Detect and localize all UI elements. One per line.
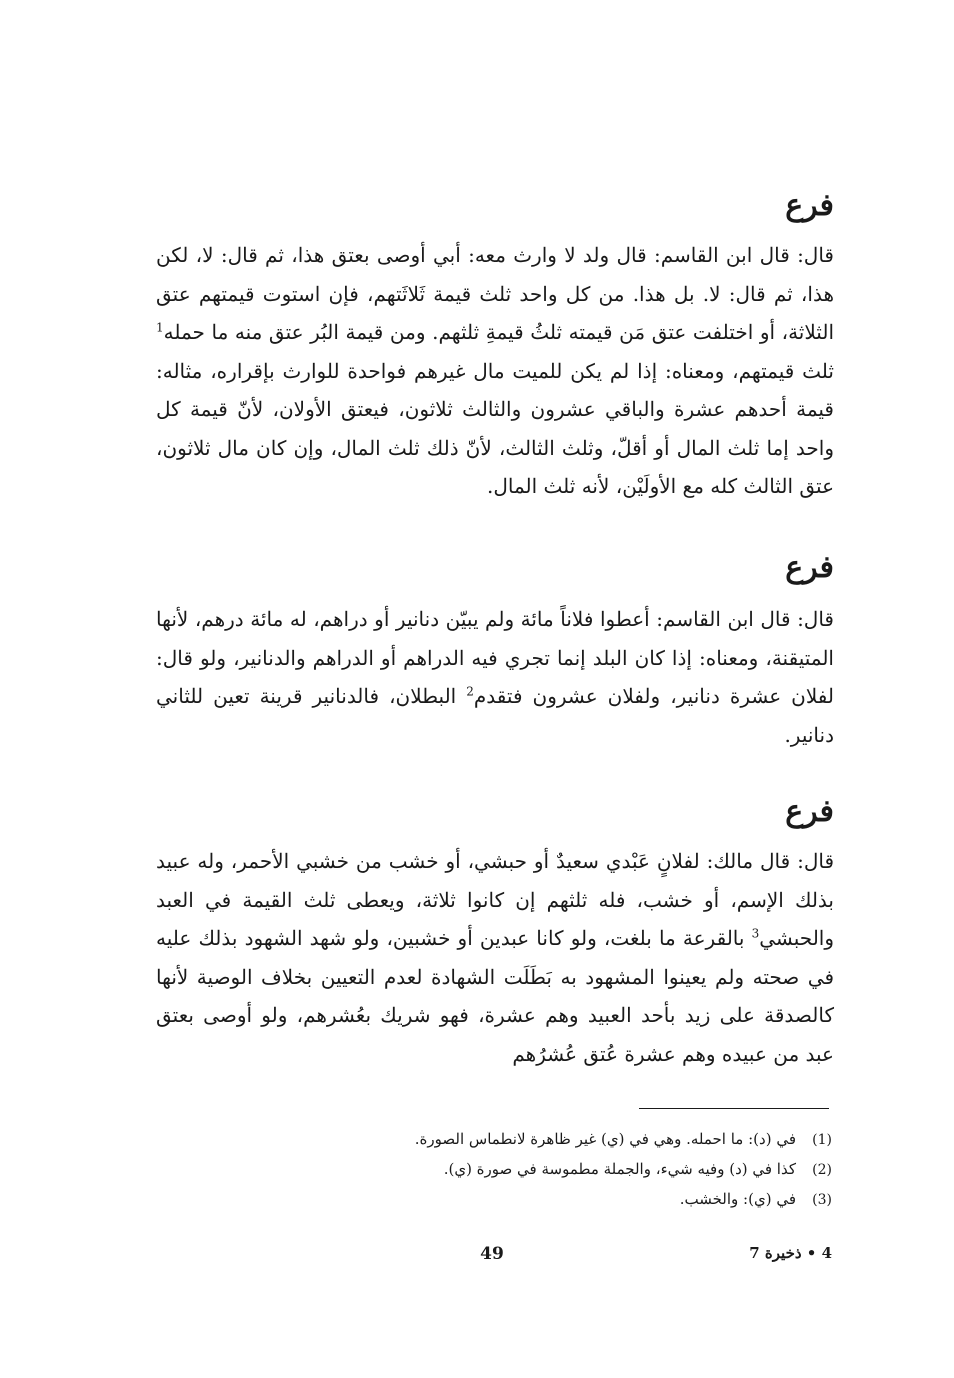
footnote-ref-1[interactable]: 1 xyxy=(156,320,164,335)
footnote-ref-3[interactable]: 3 xyxy=(751,926,760,941)
section-2-text-a: قال: قال ابن القاسم: أعطوا فلاناً مائة ولم يبيّن دنانير أو دراهم، له مائة درهم، لأنها المتيقنة، ومعناه: إذا كان البلد إنما تجري فيه الدراهم أو الدراهم والدنانير، ولو قال: لفلان عشرة دنانير، ولفلان عشرون فتقدم xyxy=(156,607,834,708)
footnote-number: (1) xyxy=(812,1132,832,1148)
footnote-number: (2) xyxy=(812,1162,832,1178)
footnote-1 xyxy=(272,1124,832,1154)
section-1-text-b: ثلث قيمتهم، ومعناه: إذا لم يكن للميت مال غيرهم فواحدة للوارث بإقراره، مثاله: قيمة أحدهم عشرة والباقي عشرون والثالث ثلاثون، فيعتق الأولان، لأنّ قيمة كل واحد إما ثلث المال أو أقلّ، وثلث الثالث، لأنّ ذلك ثلث المال، وإن كان مال ثلاثون، عتق الثالث كله مع الأولَيْن، لأنه ثلث المال. xyxy=(156,358,834,498)
footnote-text: في (ي): والخشب. xyxy=(679,1190,796,1208)
section-1-paragraph xyxy=(156,236,834,506)
section-heading-1: فرع xyxy=(785,188,834,223)
section-1-text-a: قال: قال ابن القاسم: قال ولد لا وارث معه: أبي أوصى بعتق هذا، ثم قال: لا، لكن هذا، ثم قال: لا. بل هذا. من كل واحد ثلث قيمة ثَلاثَتهم، فإن استوت قيمتهم عتق الثلاثة، أو اختلفت عتق مَن قيمته ثلثُ قيمةِ ثلثهم. ومن قيمة البُر عتق منه ما حمله xyxy=(156,243,834,344)
printer-signature: 4 • ذخيرة 7 xyxy=(749,1244,832,1262)
section-heading-3: فرع xyxy=(785,794,834,829)
footnote-text: كذا في (د) وفيه شيء، والجملة مطموسة في صورة (ي). xyxy=(443,1160,796,1178)
page-number: 49 xyxy=(480,1244,504,1264)
footnotes-list xyxy=(272,1124,832,1214)
section-2-paragraph xyxy=(156,600,834,754)
footnote-ref-2[interactable]: 2 xyxy=(466,684,474,699)
footnote-3 xyxy=(272,1184,832,1214)
section-3-text-a: قال: قال مالك: لفلانٍ عَبْدي سعيدٌ أو حبشي، أو خشب من خشبي الأحمر، وله عبيد بذلك الإسم، أو خشب، فله ثلثهم إن كانوا ثلاثة، ويعطى ثلث القيمة في العبد والحبشي xyxy=(156,849,834,950)
footnote-text: في (د): ما احمله. وهي في (ي) غير ظاهرة لانطماس الصورة. xyxy=(414,1130,796,1148)
section-3-text-b: بالقرعة ما بلغت، ولو كانا عبدين أو خشبين، ولو شهد الشهود بذلك عليه في صحته ولم يعينوا المشهود به بَطَلَت الشهادة لعدم التعيين بخلاف الوصية لأنها كالصدقة على زيد بأحد العبيد وهم عشرة، فهو شريك بعُشرهم، ولو أوصى بعتق عبد من عبيده وهم عشرة عُتق عُشرُهم xyxy=(156,926,834,1066)
footnote-divider xyxy=(639,1108,829,1109)
section-heading-2: فرع xyxy=(785,550,834,585)
footnote-number: (3) xyxy=(812,1192,832,1208)
section-3-paragraph xyxy=(156,842,834,1073)
section-2-text-b: البطلان، فالدنانير قرينة تعين للثاني دنانير. xyxy=(156,684,834,747)
footnote-2 xyxy=(272,1154,832,1184)
